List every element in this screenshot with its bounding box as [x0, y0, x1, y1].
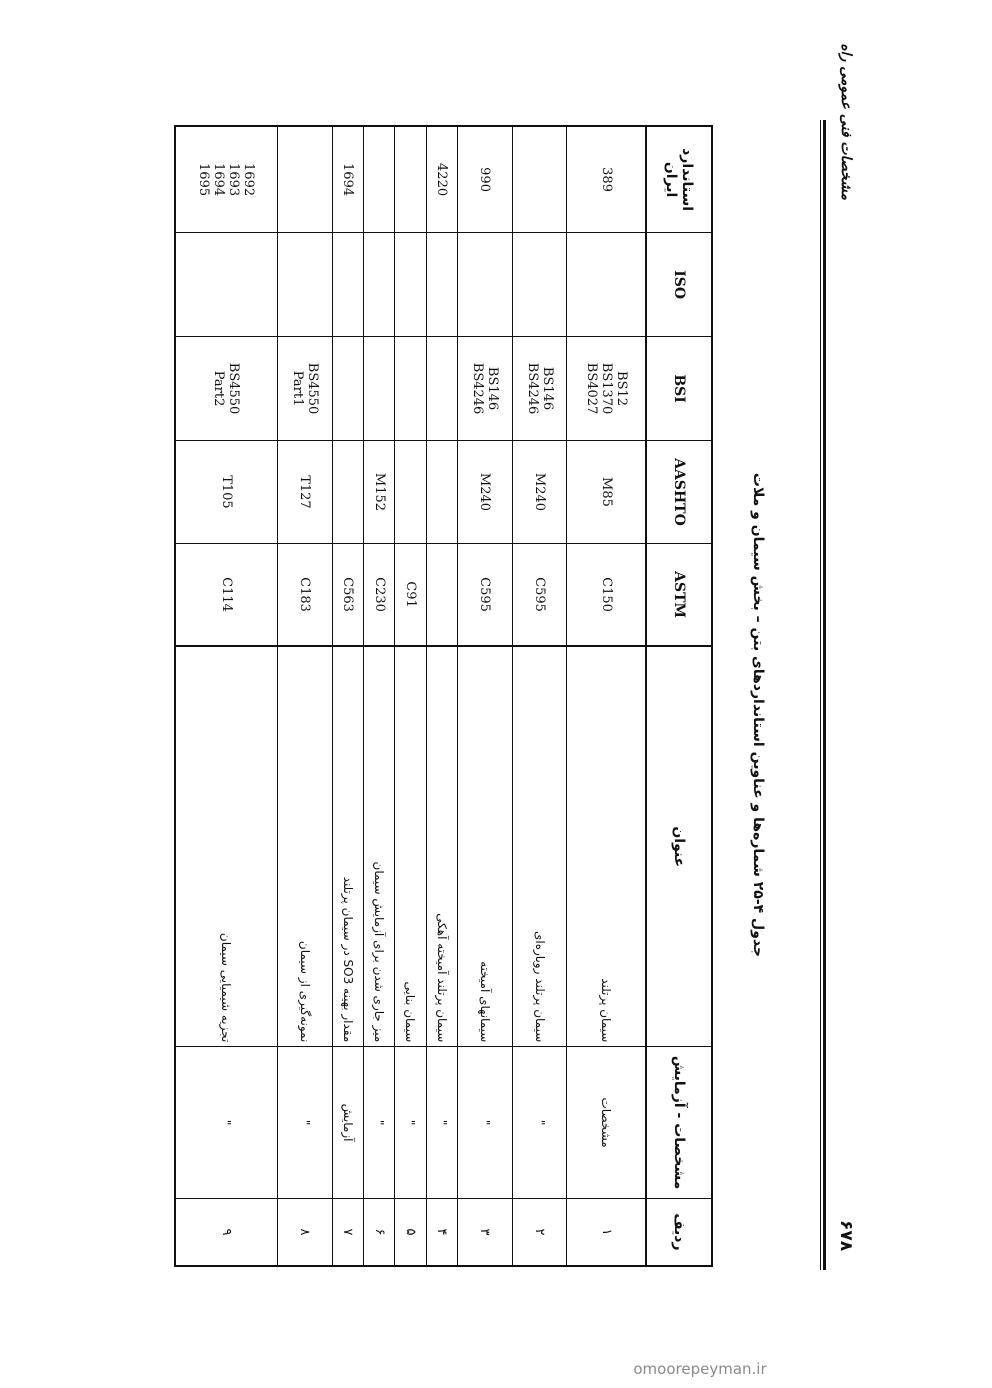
table-row — [332, 127, 363, 1266]
cell-spec-test: " — [176, 1047, 278, 1199]
cell-bsi-line: BS146 — [484, 366, 500, 411]
cell-iran: 389 — [567, 127, 646, 233]
header-aashto: AASHTO — [646, 441, 712, 544]
cell-astm: C91 — [395, 543, 426, 646]
cell-aashto: M240 — [512, 441, 567, 544]
cell-spec-test: " — [277, 1047, 332, 1199]
cell-bsi-line: BS4246 — [469, 362, 485, 415]
cell-bsi — [426, 337, 457, 441]
cell-spec-test: " — [457, 1047, 512, 1199]
cell-title: مقدار بهینه SO3 در سیمان پرتلند — [332, 646, 363, 1047]
cell-iso — [363, 233, 394, 337]
cell-iran — [363, 127, 394, 233]
cell-spec-test: " — [363, 1047, 394, 1199]
cell-bsi — [363, 337, 394, 441]
cell-iran: 1694 — [332, 127, 363, 233]
cell-iso — [457, 233, 512, 337]
table-caption: جدول ۴-۲۵ شماره‌ها و عناوین استانداردهای بتن – بخش سیمان و ملات — [750, 472, 766, 958]
cell-row-no: ۳ — [457, 1198, 512, 1265]
cell-iso — [512, 233, 567, 337]
cell-spec-test: مشخصات — [567, 1047, 646, 1199]
cell-bsi-line: BS1370 — [598, 362, 614, 415]
cell-spec-test: " — [512, 1047, 567, 1199]
cell-bsi-line: BS4246 — [524, 362, 540, 415]
cell-row-no: ۸ — [277, 1198, 332, 1265]
cell-title: سیمان بنایی — [395, 646, 426, 1047]
cell-bsi — [277, 337, 332, 441]
cell-astm: C595 — [512, 543, 567, 646]
header-row — [646, 127, 712, 1266]
table-row — [512, 127, 567, 1266]
cell-bsi — [176, 337, 278, 441]
cell-aashto: T105 — [176, 441, 278, 544]
cell-bsi-line: BS4027 — [583, 362, 599, 415]
header-rule-thin — [820, 120, 821, 1270]
table-row — [567, 127, 646, 1266]
cell-astm — [426, 543, 457, 646]
cell-bsi — [512, 337, 567, 441]
cell-iso — [395, 233, 426, 337]
cell-title: سیمانهای آمیخته — [457, 646, 512, 1047]
cell-iran-line: 1695 — [196, 163, 212, 197]
header-row-no: ردیف — [646, 1198, 712, 1265]
header-iso: ISO — [646, 233, 712, 337]
header-rule-thick — [823, 120, 826, 1270]
cell-row-no: ۱ — [567, 1198, 646, 1265]
cell-bsi — [457, 337, 512, 441]
cell-iso — [426, 233, 457, 337]
cell-row-no: ۵ — [395, 1198, 426, 1265]
cell-aashto: M240 — [457, 441, 512, 544]
cell-title: سیمان پرتلند — [567, 646, 646, 1047]
table-row — [176, 127, 278, 1266]
cell-astm: C150 — [567, 543, 646, 646]
cell-iran: 990 — [457, 127, 512, 233]
table-row — [426, 127, 457, 1266]
cell-bsi-line: BS12 — [613, 371, 629, 407]
cell-aashto: M152 — [363, 441, 394, 544]
cell-iran — [277, 127, 332, 233]
cell-astm: C563 — [332, 543, 363, 646]
header-spec-test: مشخصات - آزمایش — [646, 1047, 712, 1199]
cell-spec-test: " — [426, 1047, 457, 1199]
cell-title: نمونه‌گیری از سیمان — [277, 646, 332, 1047]
cell-title: سیمان پرتلند روباره‌ای — [512, 646, 567, 1047]
cell-astm: C183 — [277, 543, 332, 646]
cell-bsi-line: Part2 — [211, 370, 227, 407]
header-title: عنوان — [646, 646, 712, 1047]
watermark: omoorepeyman.ir — [633, 1360, 767, 1378]
cell-row-no: ۷ — [332, 1198, 363, 1265]
header-bsi: BSI — [646, 337, 712, 441]
cell-title: سیمان پرتلند آمیخته آهکی — [426, 646, 457, 1047]
cell-astm: C595 — [457, 543, 512, 646]
cell-bsi — [567, 337, 646, 441]
cell-iso — [176, 233, 278, 337]
cell-iran — [176, 127, 278, 233]
table-row — [395, 127, 426, 1266]
cell-aashto — [332, 441, 363, 544]
cell-row-no: ۲ — [512, 1198, 567, 1265]
cell-spec-test: " — [395, 1047, 426, 1199]
cell-aashto — [426, 441, 457, 544]
cell-iran-line: 1694 — [211, 163, 227, 197]
cell-iso — [332, 233, 363, 337]
cell-bsi-line: BS4550 — [304, 362, 320, 415]
page-number: ۶۷۸ — [836, 1220, 856, 1252]
cell-iso — [567, 233, 646, 337]
cell-iran-line: 1693 — [226, 163, 242, 197]
cell-iran-line: 1692 — [241, 163, 257, 197]
standards-table-wrapper — [175, 126, 712, 1266]
cell-bsi — [395, 337, 426, 441]
cell-astm: C114 — [176, 543, 278, 646]
cell-aashto: T127 — [277, 441, 332, 544]
table-row — [457, 127, 512, 1266]
cell-bsi-line: BS4550 — [226, 362, 242, 415]
cell-iso — [277, 233, 332, 337]
cell-spec-test: آزمایش — [332, 1047, 363, 1199]
cell-aashto — [395, 441, 426, 544]
header-astm: ASTM — [646, 543, 712, 646]
cell-iran — [512, 127, 567, 233]
header-iran: استاندارد ایران — [646, 127, 712, 233]
book-title: مشخصات فنی عمومی راه — [838, 43, 854, 200]
cell-iran — [395, 127, 426, 233]
cell-bsi — [332, 337, 363, 441]
cell-title: تجزیه شیمیایی سیمان — [176, 646, 278, 1047]
table-body — [176, 127, 647, 1266]
cell-row-no: ۶ — [363, 1198, 394, 1265]
cell-row-no: ۴ — [426, 1198, 457, 1265]
standards-table — [175, 126, 712, 1266]
cell-bsi-line: Part1 — [289, 370, 305, 407]
cell-astm: C230 — [363, 543, 394, 646]
cell-title: میز جاری شدن برای آزمایش سیمان — [363, 646, 394, 1047]
cell-row-no: ۹ — [176, 1198, 278, 1265]
table-row — [363, 127, 394, 1266]
table-row — [277, 127, 332, 1266]
cell-iran: 4220 — [426, 127, 457, 233]
cell-bsi-line: BS146 — [539, 366, 555, 411]
cell-aashto: M85 — [567, 441, 646, 544]
